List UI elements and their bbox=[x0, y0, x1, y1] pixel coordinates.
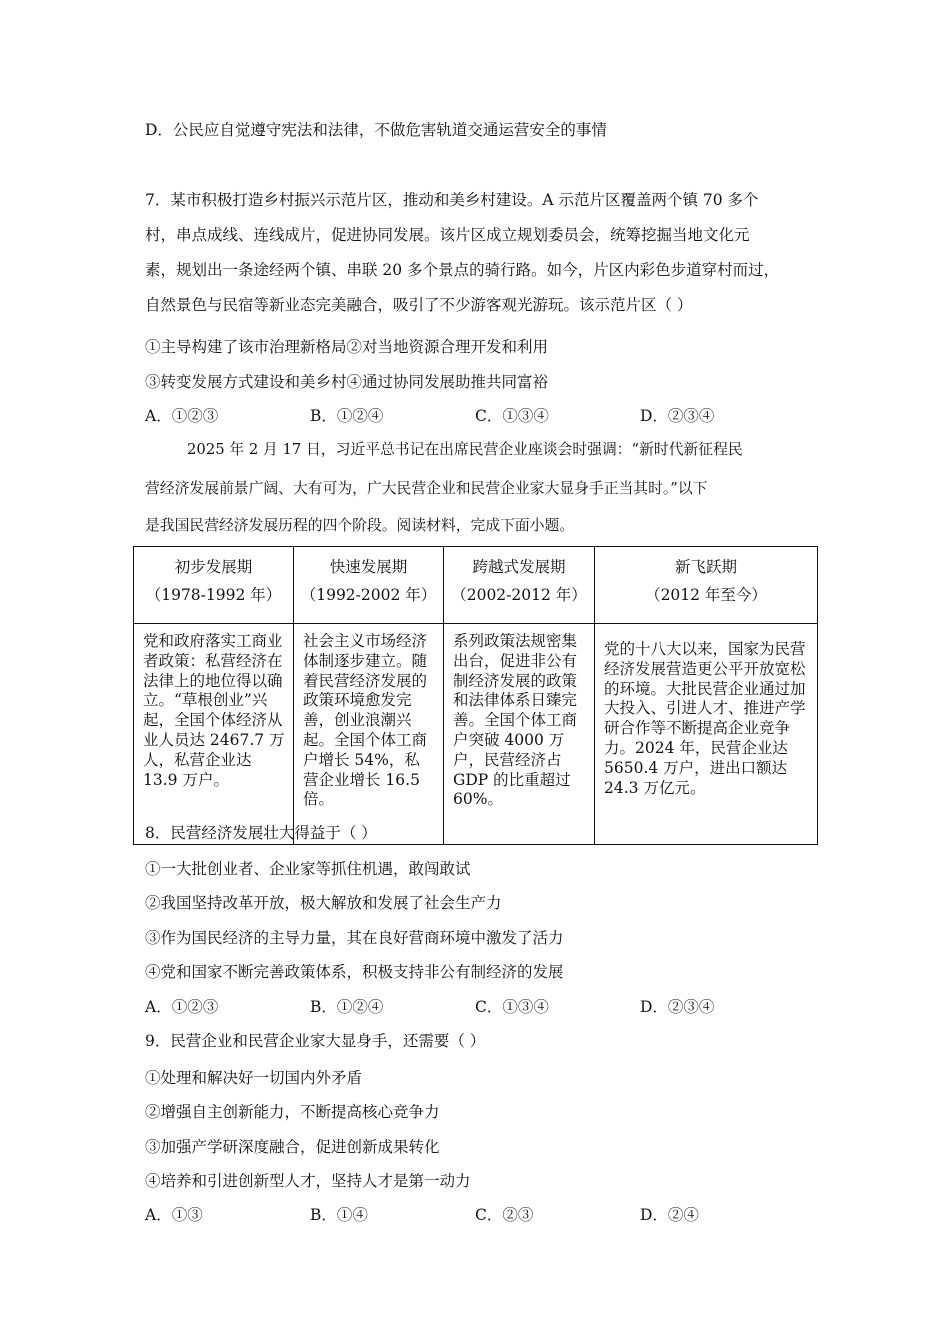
table-cell-stage-3: 系列政策法规密集出台，促进非公有制经济发展的政策和法律体系日臻完善。全国个体工商户突破 4000 万户，民营经济占 GDP 的比重超过 60%。 bbox=[444, 624, 595, 845]
table-header-cell bbox=[134, 547, 294, 624]
q8-statement-4: ④党和国家不断完善政策体系，积极支持非公有制经济的发展 bbox=[145, 963, 564, 981]
table-header-cell bbox=[595, 547, 818, 624]
stage-period: （1978-1992 年） bbox=[145, 586, 282, 604]
q9-option-b[interactable]: B．①④ bbox=[310, 1206, 368, 1224]
q8-option-c[interactable]: C．①③④ bbox=[475, 998, 549, 1016]
q9-option-c[interactable]: C．②③ bbox=[475, 1206, 534, 1224]
development-stages-table bbox=[133, 546, 818, 845]
stage-period: （2012 年至今） bbox=[645, 586, 767, 604]
q7-option-c[interactable]: C．①③④ bbox=[475, 407, 549, 425]
q9-statement-3: ③加强产学研深度融合，促进创新成果转化 bbox=[145, 1138, 440, 1156]
q9-stem: 9．民营企业和民营企业家大显身手，还需要（ ） bbox=[145, 1032, 486, 1050]
q8-options bbox=[145, 997, 825, 1017]
q7-statement-2: ③转变发展方式建设和美乡村④通过协同发展助推共同富裕 bbox=[145, 373, 549, 391]
q9-statement-4: ④培养和引进创新型人才，坚持人才是第一动力 bbox=[145, 1172, 471, 1190]
q9-statement-2: ②增强自主创新能力，不断提高核心竞争力 bbox=[145, 1103, 440, 1121]
q8-option-d[interactable]: D．②③④ bbox=[640, 998, 715, 1016]
table-header-cell bbox=[294, 547, 444, 624]
q7-statement-1: ①主导构建了该市治理新格局②对当地资源合理开发和利用 bbox=[145, 338, 549, 356]
q9-options bbox=[145, 1205, 825, 1225]
q7-stem-line-1: 7．某市积极打造乡村振兴示范片区，推动和美乡村建设。A 示范片区覆盖两个镇 70 多个 bbox=[145, 191, 759, 209]
q9-option-a[interactable]: A．①③ bbox=[145, 1206, 203, 1224]
stage-name: 快速发展期 bbox=[329, 558, 408, 576]
intro-line-2: 营经济发展前景广阔、大有可为，广大民营企业和民营企业家大显身手正当其时。”以下 bbox=[145, 480, 708, 497]
q9-statement-1: ①处理和解决好一切国内外矛盾 bbox=[145, 1069, 363, 1087]
q7-stem-line-4: 自然景色与民宿等新业态完美融合，吸引了不少游客观光游玩。该示范片区（ ） bbox=[145, 296, 693, 314]
q6-option-d: D．公民应自觉遵守宪法和法律，不做危害轨道交通运营安全的事情 bbox=[145, 121, 607, 139]
q9-option-d[interactable]: D．②④ bbox=[640, 1206, 699, 1224]
q7-stem-line-3: 素，规划出一条途经两个镇、串联 20 多个景点的骑行路。如今，片区内彩色步道穿村而过， bbox=[145, 261, 780, 279]
table-header-cell bbox=[444, 547, 595, 624]
q8-statement-3: ③作为国民经济的主导力量，其在良好营商环境中激发了活力 bbox=[145, 929, 564, 947]
intro-line-1: 2025 年 2 月 17 日，习近平总书记在出席民营企业座谈会时强调：“新时代新征程民 bbox=[187, 441, 743, 458]
table-cell-stage-1: 党和政府落实工商业者政策：私营经济在法律上的地位得以确立。“草根创业”兴起，全国个体经济从业人员达 2467.7 万人，私营企业达 13.9 万户。 bbox=[134, 624, 294, 845]
stage-name: 新飞跃期 bbox=[674, 558, 737, 576]
table-cell-stage-2: 社会主义市场经济体制逐步建立。随着民营经济发展的政策环境愈发完善，创业浪潮兴起。全国个体工商户增长 54%，私营企业增长 16.5 倍。 bbox=[294, 624, 444, 845]
table-row bbox=[134, 624, 818, 845]
q8-statement-2: ②我国坚持改革开放，极大解放和发展了社会生产力 bbox=[145, 894, 502, 912]
q7-stem-line-2: 村，串点成线、连线成片，促进协同发展。该片区成立规划委员会，统筹挖掘当地文化元 bbox=[145, 226, 750, 244]
q7-options bbox=[145, 406, 825, 426]
table-cell-stage-4: 党的十八大以来，国家为民营经济发展营造更公平开放宽松的环境。大批民营企业通过加大投入、引进人才、推进产学研合作等不断提高企业竞争力。2024 年，民营企业达 5650.4 万户，进出口额达 24.3 万亿元。 bbox=[595, 624, 818, 845]
table-header-row bbox=[134, 547, 818, 624]
q8-option-a[interactable]: A．①②③ bbox=[145, 998, 219, 1016]
q7-option-a[interactable]: A．①②③ bbox=[145, 407, 219, 425]
q8-stem: 8．民营经济发展壮大得益于（ ） bbox=[145, 824, 377, 842]
q8-option-b[interactable]: B．①②④ bbox=[310, 998, 384, 1016]
q8-statement-1: ①一大批创业者、企业家等抓住机遇，敢闯敢试 bbox=[145, 860, 471, 878]
stage-name: 初步发展期 bbox=[174, 558, 253, 576]
stage-name: 跨越式发展期 bbox=[472, 558, 566, 576]
intro-line-3: 是我国民营经济发展历程的四个阶段。阅读材料，完成下面小题。 bbox=[145, 517, 575, 534]
q7-option-d[interactable]: D．②③④ bbox=[640, 407, 715, 425]
stage-period: （1992-2002 年） bbox=[300, 586, 437, 604]
stage-period: （2002-2012 年） bbox=[451, 586, 587, 604]
q7-option-b[interactable]: B．①②④ bbox=[310, 407, 384, 425]
